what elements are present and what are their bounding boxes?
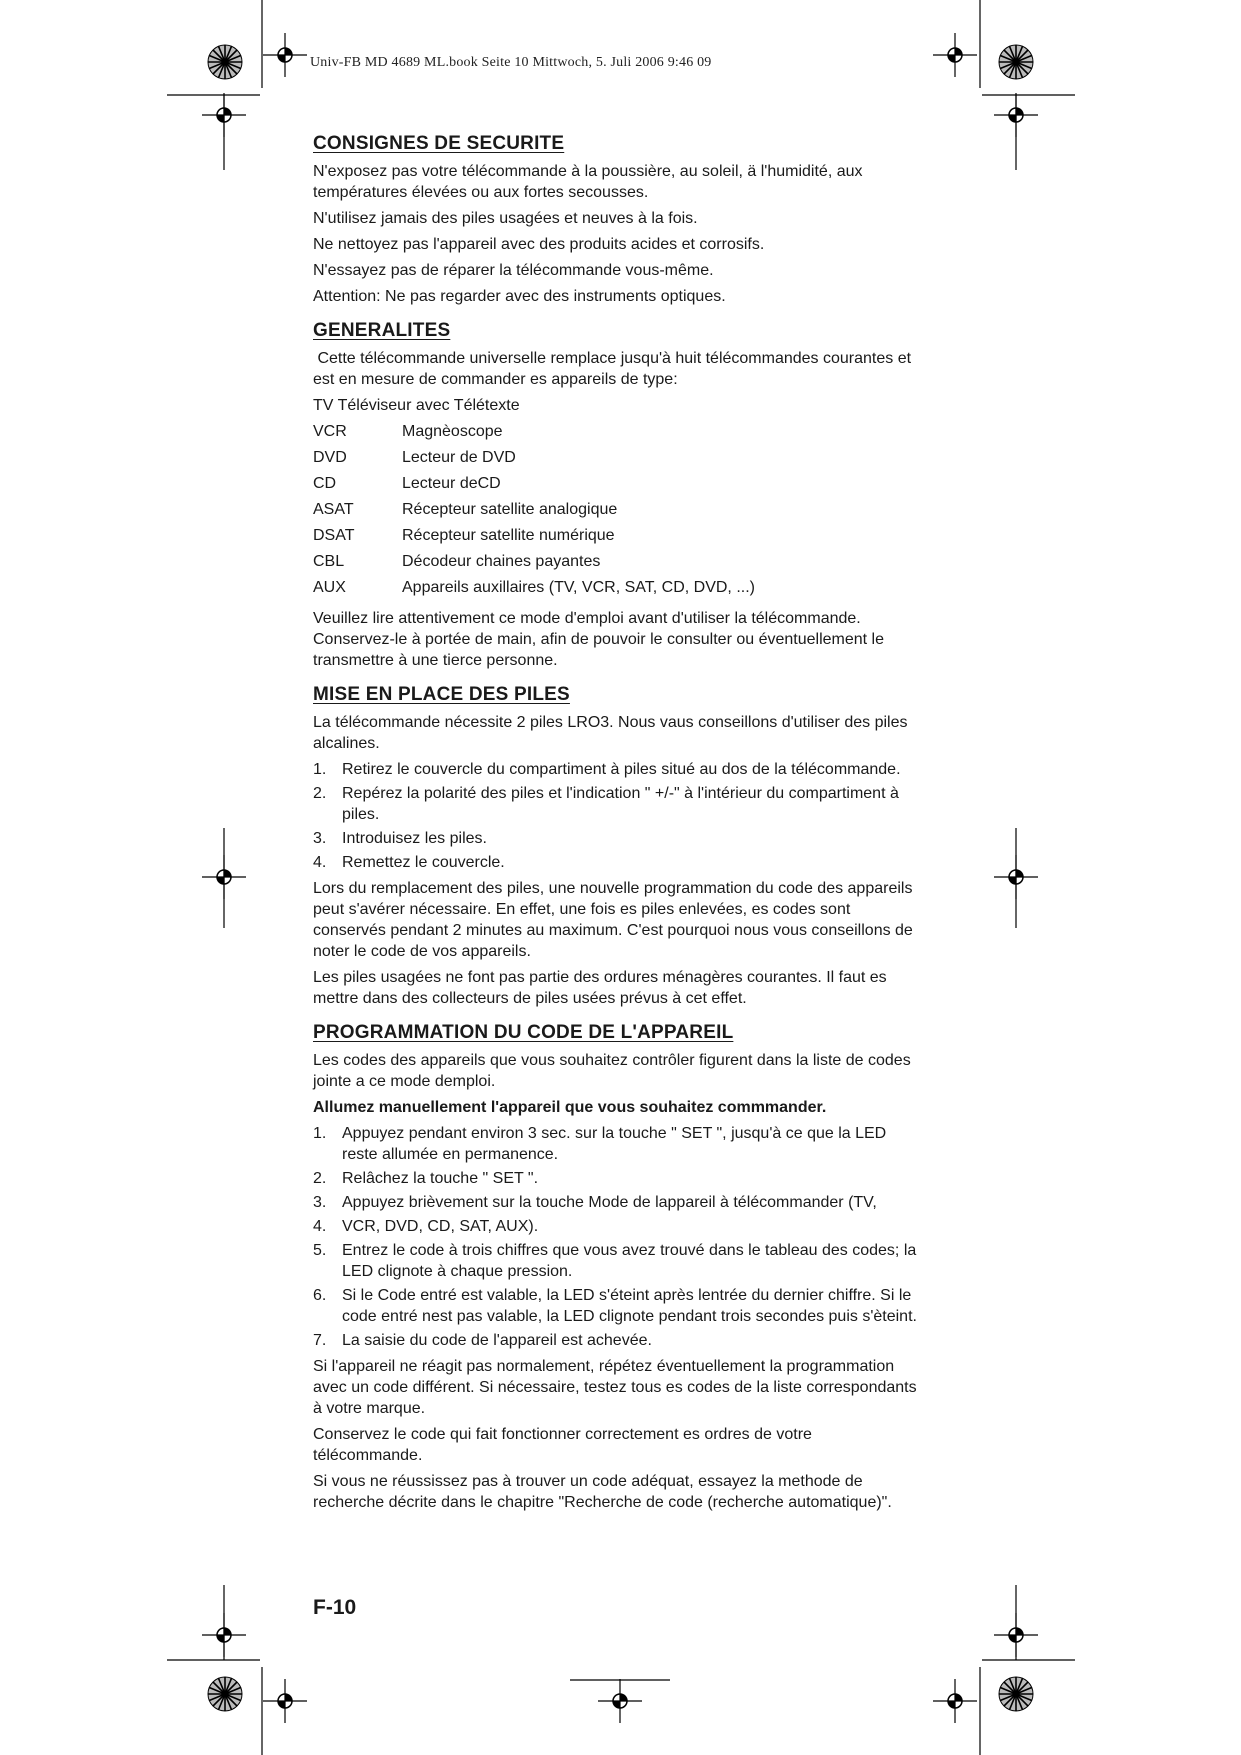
step-text: Appuyez pendant environ 3 sec. sur la touche " SET ", jusqu'à ce que la LED reste allumée en permanence. bbox=[342, 1125, 887, 1163]
paragraph: Les codes des appareils que vous souhaitez contrôler figurent dans la liste de codes jointe a ce mode demploi. bbox=[313, 1052, 911, 1090]
step-number: 6. bbox=[313, 1287, 327, 1304]
device-row bbox=[313, 473, 919, 499]
page-content bbox=[313, 132, 919, 1525]
registration-mark-icon bbox=[994, 855, 1038, 899]
paragraph: TV Téléviseur avec Télétexte bbox=[313, 397, 520, 414]
device-row bbox=[313, 551, 919, 577]
list-item bbox=[313, 783, 919, 825]
device-row bbox=[313, 525, 919, 551]
list-item bbox=[313, 1192, 919, 1213]
star-mark-icon bbox=[208, 1677, 242, 1711]
step-number: 2. bbox=[313, 1170, 327, 1187]
step-number: 2. bbox=[313, 785, 327, 802]
registration-mark-icon bbox=[202, 855, 246, 899]
step-text: Repérez la polarité des piles et l'indication " +/-" à l'intérieur du compartiment à piles. bbox=[342, 785, 899, 823]
list-item bbox=[313, 1330, 919, 1351]
device-desc: Lecteur deCD bbox=[402, 475, 501, 492]
section-programmation bbox=[313, 1021, 919, 1513]
paragraph: Les piles usagées ne font pas partie des ordures ménagères courantes. Il faut es mettre dans des collecteurs de piles usées prévus à cet effet. bbox=[313, 969, 887, 1007]
step-number: 4. bbox=[313, 1218, 327, 1235]
registration-mark-icon bbox=[263, 1679, 307, 1723]
device-code: CBL bbox=[313, 553, 345, 570]
step-number: 1. bbox=[313, 1125, 327, 1142]
list-item bbox=[313, 1285, 919, 1327]
paragraph: N'essayez pas de réparer la télécommande vous-même. bbox=[313, 262, 714, 279]
step-text: Appuyez brièvement sur la touche Mode de lappareil à télécommander (TV, bbox=[342, 1194, 877, 1211]
registration-mark-icon bbox=[598, 1679, 642, 1723]
step-text: Introduisez les piles. bbox=[342, 830, 487, 847]
step-text: Retirez le couvercle du compartiment à piles situé au dos de la télécommande. bbox=[342, 761, 901, 778]
list-item bbox=[313, 852, 919, 873]
star-mark-icon bbox=[999, 45, 1033, 79]
step-text: VCR, DVD, CD, SAT, AUX). bbox=[342, 1218, 539, 1235]
paragraph: Veuillez lire attentivement ce mode d'emploi avant d'utiliser la télécommande. Conservez-le à portée de main, afin de pouvoir le consulter ou éventuellement le transmettre à une tierce personne. bbox=[313, 610, 884, 669]
list-item bbox=[313, 828, 919, 849]
steps-list bbox=[313, 759, 919, 873]
registration-mark-icon bbox=[202, 93, 246, 137]
list-item bbox=[313, 1123, 919, 1165]
paragraph: La télécommande nécessite 2 piles LRO3. Nous vaus conseillons d'utiliser des piles alcalines. bbox=[313, 714, 908, 752]
steps-list bbox=[313, 1123, 919, 1351]
section-piles bbox=[313, 683, 919, 1009]
bold-instruction: Allumez manuellement l'appareil que vous souhaitez commmander. bbox=[313, 1099, 827, 1116]
page-number: F-10 bbox=[313, 1596, 357, 1619]
step-number: 4. bbox=[313, 854, 327, 871]
paragraph: N'utilisez jamais des piles usagées et neuves à la fois. bbox=[313, 210, 698, 227]
device-code: VCR bbox=[313, 423, 347, 440]
section-generalites bbox=[313, 319, 919, 671]
device-code: DVD bbox=[313, 449, 347, 466]
device-code: AUX bbox=[313, 579, 346, 596]
device-desc: Lecteur de DVD bbox=[402, 449, 516, 466]
paragraph: Cette télécommande universelle remplace jusqu'à huit télécommandes courantes et est en mesure de commander es appareils de type: bbox=[313, 350, 916, 388]
list-item bbox=[313, 1216, 919, 1237]
paragraph: Lors du remplacement des piles, une nouvelle programmation du code des appareils peut s'avérer nécessaire. En effet, une fois es piles enlevées, es codes sont conservés pendant 2 minutes au maximum. C'est pourquoi nous vous conseillons de noter le code de vos appareils. bbox=[313, 880, 913, 960]
paragraph: Si l'appareil ne réagit pas normalement, répétez éventuellement la programmation avec un code différent. Si nécessaire, testez tous es codes de la liste correspondants à votre marque. bbox=[313, 1358, 917, 1417]
device-code: CD bbox=[313, 475, 337, 492]
registration-mark-icon bbox=[994, 93, 1038, 137]
print-header: Univ-FB MD 4689 ML.book Seite 10 Mittwoch, 5. Juli 2006 9:46 09 bbox=[310, 55, 712, 70]
section-title: CONSIGNES DE SECURITE bbox=[313, 133, 565, 154]
section-title: GENERALITES bbox=[313, 320, 451, 341]
star-mark-icon bbox=[999, 1677, 1033, 1711]
step-text: La saisie du code de l'appareil est achevée. bbox=[342, 1332, 652, 1349]
paragraph: Si vous ne réussissez pas à trouver un code adéquat, essayez la methode de recherche décrite dans le chapitre "Recherche de code (recherche automatique)". bbox=[313, 1473, 892, 1511]
step-text: Entrez le code à trois chiffres que vous avez trouvé dans le tableau des codes; la LED clignote à chaque pression. bbox=[342, 1242, 917, 1280]
paragraph: Conservez le code qui fait fonctionner correctement es ordres de votre télécommande. bbox=[313, 1426, 812, 1464]
device-desc: Récepteur satellite numérique bbox=[402, 527, 615, 544]
paragraph: Ne nettoyez pas l'appareil avec des produits acides et corrosifs. bbox=[313, 236, 765, 253]
list-item bbox=[313, 1240, 919, 1282]
section-title: MISE EN PLACE DES PILES bbox=[313, 684, 570, 705]
device-row bbox=[313, 421, 919, 447]
device-desc: Magnèoscope bbox=[402, 423, 503, 440]
device-row bbox=[313, 447, 919, 473]
device-row bbox=[313, 499, 919, 525]
section-title: PROGRAMMATION DU CODE DE L'APPAREIL bbox=[313, 1022, 734, 1043]
registration-mark-icon bbox=[933, 1679, 977, 1723]
list-item bbox=[313, 1168, 919, 1189]
step-number: 1. bbox=[313, 761, 327, 778]
device-code: ASAT bbox=[313, 501, 354, 518]
step-text: Si le Code entré est valable, la LED s'éteint après lentrée du dernier chiffre. Si le code entré nest pas valable, la LED clignote pendant trois secondes puis s'èteint. bbox=[342, 1287, 917, 1325]
step-number: 3. bbox=[313, 1194, 327, 1211]
device-desc: Décodeur chaines payantes bbox=[402, 553, 601, 570]
device-list bbox=[313, 421, 919, 603]
paragraph: Attention: Ne pas regarder avec des instruments optiques. bbox=[313, 288, 726, 305]
step-number: 7. bbox=[313, 1332, 327, 1349]
step-number: 5. bbox=[313, 1242, 327, 1259]
step-number: 3. bbox=[313, 830, 327, 847]
step-text: Relâchez la touche " SET ". bbox=[342, 1170, 539, 1187]
list-item bbox=[313, 759, 919, 780]
section-securite bbox=[313, 132, 919, 307]
registration-mark-icon bbox=[994, 1613, 1038, 1657]
step-text: Remettez le couvercle. bbox=[342, 854, 505, 871]
registration-mark-icon bbox=[263, 33, 307, 77]
registration-mark-icon bbox=[933, 33, 977, 77]
registration-mark-icon bbox=[202, 1613, 246, 1657]
star-mark-icon bbox=[208, 45, 242, 79]
paragraph: N'exposez pas votre télécommande à la poussière, au soleil, ä l'humidité, aux températures élevées ou aux fortes secousses. bbox=[313, 163, 863, 201]
device-desc: Récepteur satellite analogique bbox=[402, 501, 618, 518]
device-desc: Appareils auxillaires (TV, VCR, SAT, CD, DVD, ...) bbox=[402, 579, 755, 596]
device-code: DSAT bbox=[313, 527, 355, 544]
device-row bbox=[313, 577, 919, 603]
